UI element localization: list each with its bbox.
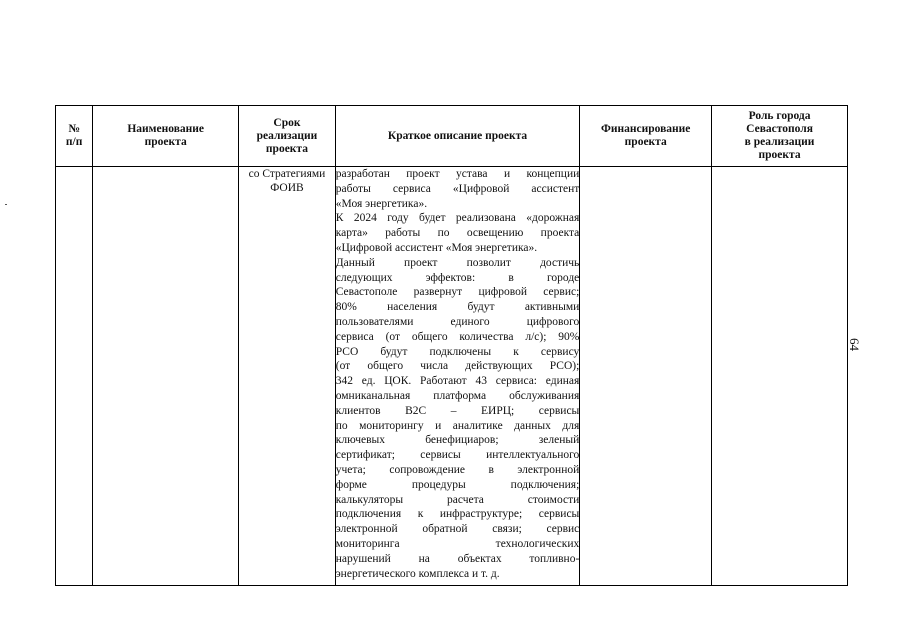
header-role-text: Роль города Севастополя в реализации проекта [744,110,815,161]
description-line: учета; сопровождение в электронной [335,463,580,476]
description-line: «Цифровой ассистент «Моя энергетика». [335,241,538,254]
header-financing-text: Финансирование проекта [600,123,691,148]
description-line: омниканальная платформа обслуживания [335,389,580,402]
header-role [712,106,848,167]
page-number: 64 [847,338,862,351]
description-line: (от общего числа действующих РСО); [335,360,580,373]
cell-name [93,167,239,586]
description-line: пользователями единого цифрового [335,315,580,328]
description-line: сертификат; сервисы интеллектуального [335,449,580,462]
header-name-text: Наименование проекта [127,123,205,148]
description-line: форме процедуры подключения; [335,478,580,491]
description-line: мониторинга технологических [335,537,580,550]
projects-table [55,105,848,586]
scan-speck [5,204,7,205]
description-line: Данный проект позволит достичь [335,256,580,269]
description-line: К 2024 году будет реализована «дорожная [335,212,580,225]
description-line: работы сервиса «Цифровой ассистент [335,182,580,195]
table-row [56,167,848,586]
description-line: электронной обратной связи; сервис [335,523,580,536]
description-line: калькуляторы расчета стоимости [335,493,580,506]
term-line: со Стратегиями [248,168,326,180]
header-term-text: Срок реализации проекта [256,116,318,155]
description-line: сервиса (от общего количества л/с); 90% [335,330,580,343]
description-line: ключевых бенефициаров; зеленый [335,434,580,447]
header-description-text: Краткое описание проекта [387,129,528,142]
cell-num [56,167,93,586]
header-financing [580,106,712,167]
table-header-row [56,106,848,167]
description-line: разработан проект устава и концепции [335,168,580,180]
description-line: 342 ед. ЦОК. Работают 43 сервиса: единая [335,375,580,388]
description-line: «Моя энергетика». [335,197,428,210]
header-name [93,106,239,167]
description-line: Севастополе развернут цифровой сервис; [335,286,580,299]
description-line: карта» работы по освещению проекта [335,227,580,240]
description-line: энергетического комплекса и т. д. [335,567,500,580]
term-lines [239,167,335,195]
description-line: подключения к инфраструктуре; сервисы [335,508,580,521]
header-description [335,106,580,167]
term-line: ФОИВ [270,182,304,194]
description-line: по мониторингу и аналитике данных для [335,419,580,432]
cell-financing [580,167,712,586]
cell-description [335,167,580,586]
description-lines [336,167,580,581]
description-line: 80% населения будут активными [335,301,580,314]
header-term [239,106,336,167]
cell-term [239,167,336,586]
description-line: клиентов B2C – ЕИРЦ; сервисы [335,404,580,417]
description-line: нарушений на объектах топливно- [335,552,580,565]
description-line: РСО будут подключены к сервису [335,345,580,358]
header-num-text: № п/п [65,123,83,148]
cell-role [712,167,848,586]
header-num [56,106,93,167]
description-line: следующих эффектов: в городе [335,271,580,284]
